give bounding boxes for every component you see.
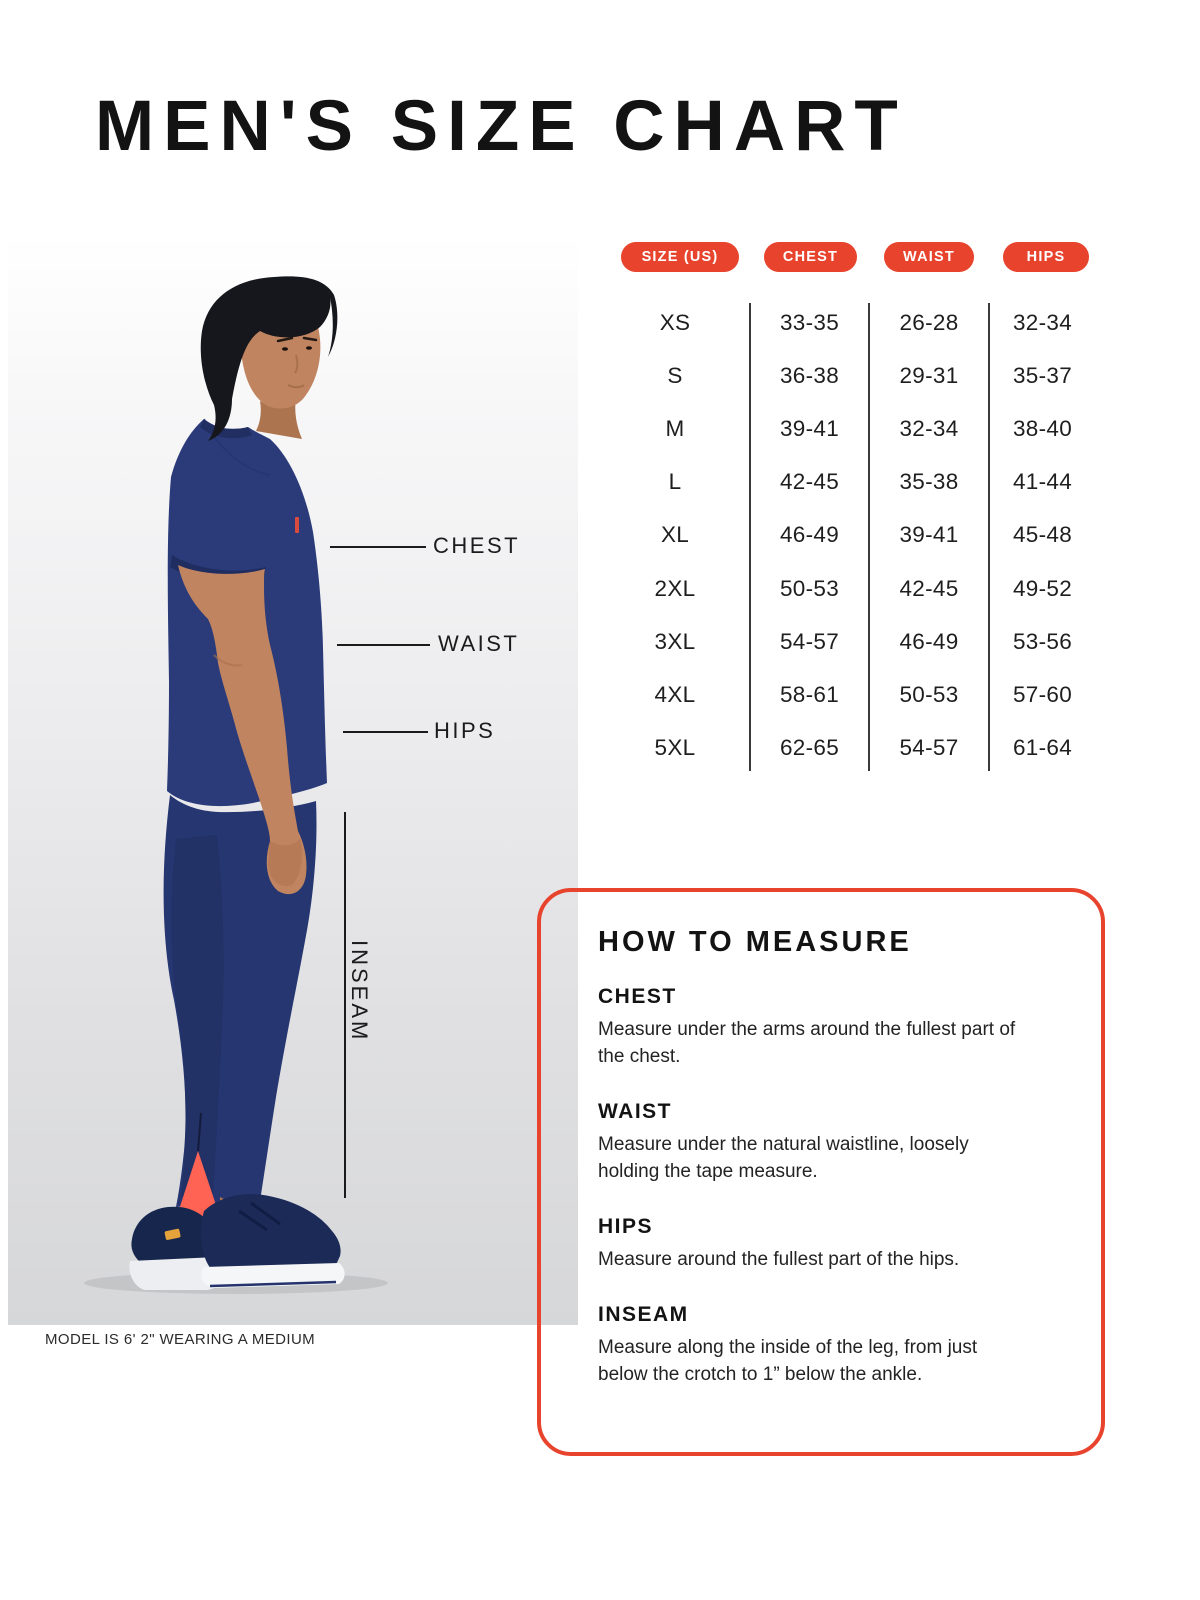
measure-waist-heading: WAIST	[598, 1100, 672, 1123]
size-value: 61-64	[1012, 735, 1073, 761]
column-header-chest: CHEST	[764, 242, 857, 272]
size-value: 53-56	[1012, 628, 1073, 654]
size-value: 45-48	[1012, 522, 1073, 548]
measure-hips-heading: HIPS	[598, 1215, 654, 1238]
size-value: 58-61	[779, 681, 840, 707]
hips-figure-label: HIPS	[434, 718, 496, 743]
size-value: 26-28	[899, 309, 959, 335]
size-label: XS	[659, 309, 691, 335]
size-value: 54-57	[779, 628, 840, 654]
measure-hips-text: Measure around the fullest part of the hips.	[598, 1249, 960, 1270]
size-value: 33-35	[779, 309, 840, 335]
size-value: 39-41	[779, 415, 840, 441]
size-value: 54-57	[899, 735, 959, 761]
size-value: 42-45	[779, 469, 840, 495]
size-value: 50-53	[899, 681, 959, 707]
chest-figure-label: CHEST	[433, 533, 521, 558]
column-header-hips: HIPS	[1003, 242, 1089, 272]
size-value: 49-52	[1012, 575, 1073, 601]
model-caption: MODEL IS 6' 2" WEARING A MEDIUM	[45, 1331, 316, 1348]
size-value: 50-53	[779, 575, 840, 601]
measure-inseam-heading: INSEAM	[598, 1303, 689, 1326]
size-value: 41-44	[1012, 469, 1073, 495]
waist-pointer-line	[337, 644, 430, 646]
size-value: 62-65	[779, 735, 840, 761]
waist-figure-label: WAIST	[438, 631, 520, 656]
page-title: MEN'S SIZE CHART	[95, 87, 907, 166]
size-value: 32-34	[1012, 309, 1073, 335]
size-value: 35-38	[899, 469, 959, 495]
size-value: 46-49	[899, 628, 959, 654]
size-value: 42-45	[899, 575, 959, 601]
model-illustration	[8, 235, 578, 1325]
size-label: S	[667, 362, 683, 388]
size-value: 46-49	[779, 522, 840, 548]
size-label: 4XL	[654, 681, 696, 707]
inseam-figure-label: INSEAM	[347, 940, 372, 1043]
measure-inseam-text: Measure along the inside of the leg, from just below the crotch to 1” below the ankle.	[598, 1337, 978, 1385]
size-value: 39-41	[899, 522, 959, 548]
column-header-size: SIZE (US)	[621, 242, 739, 272]
column-header-waist: WAIST	[884, 242, 974, 272]
size-label: 5XL	[654, 735, 696, 761]
chest-pointer-line	[330, 546, 426, 548]
size-value: 35-37	[1012, 362, 1073, 388]
size-value: 32-34	[899, 415, 959, 441]
size-label: 3XL	[654, 628, 696, 654]
size-value: 36-38	[779, 362, 840, 388]
size-table	[600, 296, 1096, 775]
size-label: XL	[660, 522, 690, 548]
measure-chest-text: Measure under the arms around the fullest part of the chest.	[598, 1019, 1016, 1067]
model-photo	[8, 235, 578, 1325]
how-to-measure-title: HOW TO MEASURE	[598, 926, 912, 958]
size-value: 57-60	[1012, 681, 1073, 707]
size-label: 2XL	[654, 575, 696, 601]
hips-pointer-line	[343, 731, 428, 733]
size-label: L	[668, 469, 682, 495]
size-value: 38-40	[1012, 415, 1073, 441]
measure-waist-text: Measure under the natural waistline, loosely holding the tape measure.	[598, 1134, 969, 1182]
measure-chest-heading: CHEST	[598, 985, 677, 1008]
size-value: 29-31	[899, 362, 959, 388]
size-label: M	[665, 415, 685, 441]
how-to-measure-box	[537, 888, 1105, 1456]
